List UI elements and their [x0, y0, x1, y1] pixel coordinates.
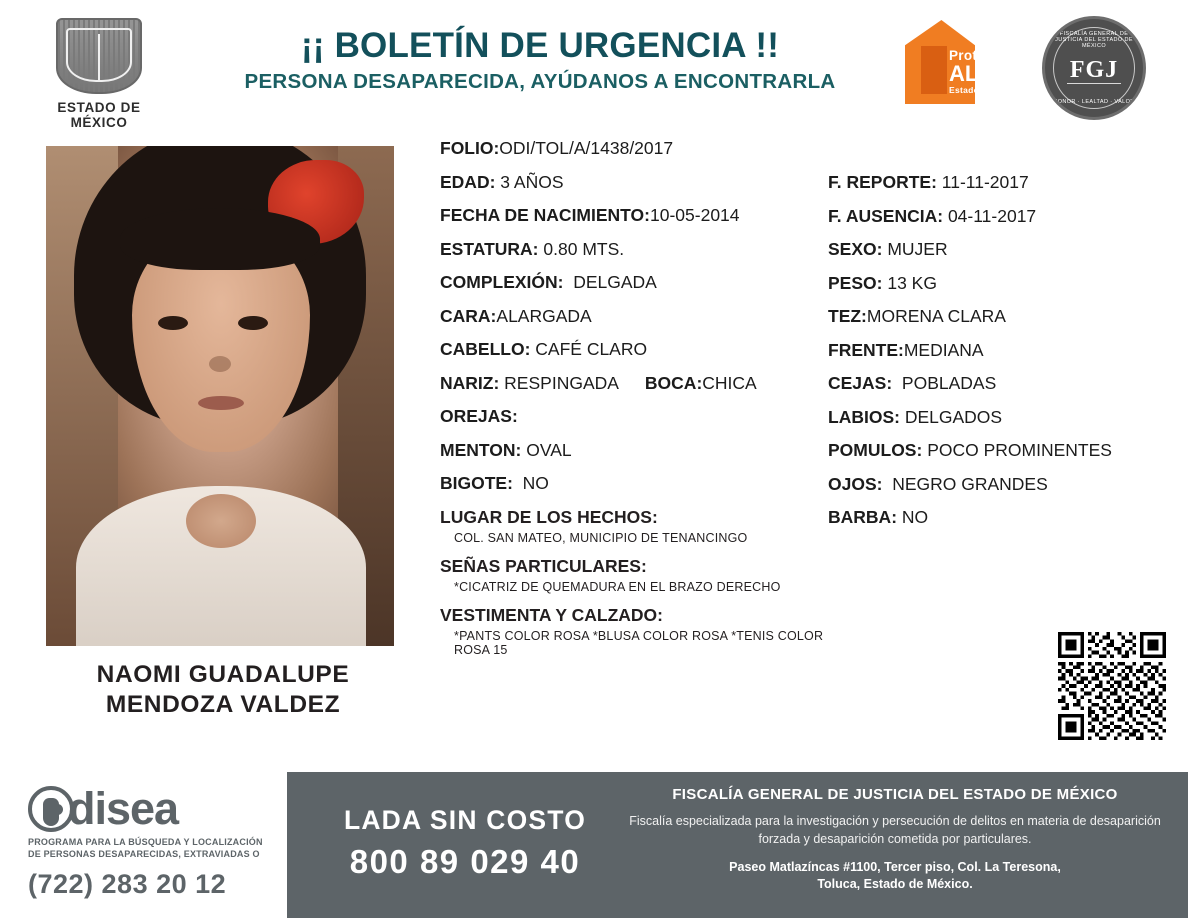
field-fecha-nacimiento-value: 10-05-2014 [650, 205, 740, 225]
field-boca-label: BOCA: [644, 372, 703, 393]
field-folio [440, 138, 830, 159]
field-bigote-label: BIGOTE: [440, 473, 513, 493]
field-pomulos-value: POCO PROMINENTES [927, 440, 1112, 460]
odisea-phone[interactable]: (722) 283 20 12 [28, 869, 227, 899]
field-cejas-label: CEJAS: [828, 373, 893, 393]
field-fecha-nacimiento-label: FECHA DE NACIMIENTO: [440, 205, 650, 225]
field-menton-label: MENTON: [440, 439, 522, 460]
odisea-logo-block [28, 783, 278, 900]
field-peso-label: PESO: [828, 272, 883, 293]
field-frente-label: FRENTE: [828, 339, 904, 360]
field-cara [440, 306, 830, 327]
field-complexion [440, 272, 830, 293]
odisea-person-icon [28, 786, 74, 832]
lada-block [320, 805, 610, 881]
fgj-divider [1067, 83, 1121, 84]
block-senas-title: SEÑAS PARTICULARES: [440, 555, 647, 576]
photo-shirt [76, 486, 366, 646]
field-edad [440, 172, 830, 193]
field-nariz-value: RESPINGADA [504, 372, 619, 393]
fiscalia-title: FISCALÍA GENERAL DE JUSTICIA DEL ESTADO DE MÉXICO [672, 786, 1118, 803]
field-cabello-label: CABELLO: [440, 339, 531, 359]
fgj-top-text: FISCALÍA GENERAL DE JUSTICIA DEL ESTADO DE MÉXICO [1055, 31, 1133, 49]
photo-eye-left [158, 316, 188, 330]
field-labios-value: DELGADOS [904, 406, 1003, 427]
field-nariz-boca [440, 373, 830, 394]
field-frente [828, 340, 1168, 361]
field-bigote-value: NO [522, 473, 549, 493]
field-tez-value: MORENA CLARA [866, 306, 1006, 326]
field-cejas-value: POBLADAS [901, 373, 997, 393]
victim-photo [46, 146, 394, 646]
field-cabello-value: CAFÉ CLARO [535, 339, 648, 359]
state-crest-label: ESTADO DE MÉXICO [57, 100, 141, 130]
details-right-column [828, 172, 1168, 541]
field-pomulos [828, 440, 1168, 461]
field-barba-value: NO [901, 507, 929, 527]
field-cara-value: ALARGADA [496, 305, 592, 326]
alba-line1: Protocolo [949, 48, 1015, 63]
title-main: ¡¡ BOLETÍN DE URGENCIA !! [300, 26, 780, 65]
block-vestimenta-title: VESTIMENTA Y CALZADO: [440, 604, 663, 625]
odisea-subtitle-line2: DE PERSONAS DESAPARECIDAS, EXTRAVIADAS O [28, 849, 260, 859]
odisea-wordmark [28, 783, 278, 834]
field-orejas-label: OREJAS: [440, 406, 518, 426]
fiscalia-description: Fiscalía especializada para la investigación y persecución de delitos en materia de desaparición forzada y desaparición cometida por particulares. [629, 814, 1161, 846]
photo-nose [209, 356, 231, 372]
victim-name-line2: MENDOZA VALDEZ [105, 691, 341, 718]
field-labios [828, 407, 1168, 428]
block-vestimenta-body: *PANTS COLOR ROSA *BLUSA COLOR ROSA *TENIS COLOR ROSA 15 [454, 628, 824, 657]
photo-bangs [120, 208, 320, 270]
state-crest [34, 18, 164, 130]
fiscalia-address-line1: Paseo Matlazíncas #1100, Tercer piso, Col. La Teresona, [729, 860, 1061, 874]
block-lugar-body: COL. SAN MATEO, MUNICIPIO DE TENANCINGO [454, 530, 748, 545]
alba-text [949, 48, 1039, 95]
odisea-word: disea [68, 783, 179, 834]
field-orejas [440, 406, 830, 427]
field-bigote [440, 473, 830, 494]
field-edad-value: 3 AÑOS [500, 171, 564, 192]
field-estatura-value: 0.80 MTS. [543, 238, 625, 259]
protocolo-alba-logo [905, 18, 1035, 118]
photo-mouth [198, 396, 244, 410]
field-labios-label: LABIOS: [828, 406, 900, 427]
field-folio-value: ODI/TOL/A/1438/2017 [499, 138, 674, 158]
fiscalia-address-line2: Toluca, Estado de México. [817, 877, 973, 891]
field-cabello [440, 339, 830, 360]
field-complexion-label: COMPLEXIÓN: [440, 272, 564, 292]
block-lugar-title: LUGAR DE LOS HECHOS: [440, 506, 658, 527]
field-tez [828, 306, 1168, 327]
field-barba [828, 507, 1168, 528]
odisea-subtitle [28, 836, 278, 860]
field-pomulos-label: POMULOS: [828, 440, 923, 460]
field-barba-label: BARBA: [828, 507, 898, 527]
field-estatura [440, 239, 830, 260]
fiscalia-block [615, 786, 1175, 893]
field-folio-label: FOLIO: [440, 138, 500, 158]
field-estatura-label: ESTATURA: [440, 238, 539, 259]
title-subtitle: PERSONA DESAPARECIDA, AYÚDANOS A ENCONTRARLA [244, 70, 836, 93]
odisea-subtitle-line1: PROGRAMA PARA LA BÚSQUEDA Y LOCALIZACIÓN [28, 837, 263, 847]
field-tez-label: TEZ: [828, 306, 867, 326]
fiscalia-address [615, 859, 1175, 893]
alba-line2: ALBA [949, 61, 1011, 86]
details-left-column [440, 138, 830, 668]
state-crest-icon [56, 18, 142, 94]
field-cejas [828, 373, 1168, 394]
field-f-reporte-label: F. REPORTE: [828, 172, 937, 192]
lada-label: LADA SIN COSTO [343, 805, 587, 835]
header [0, 0, 1188, 128]
fgj-word: FGJ [1069, 57, 1119, 83]
photo-eye-right [238, 316, 268, 330]
field-boca-value: CHICA [702, 372, 757, 393]
page-title [180, 26, 900, 94]
field-edad-label: EDAD: [440, 171, 496, 192]
field-complexion-value: DELGADA [573, 272, 657, 292]
field-ojos [828, 474, 1168, 495]
field-menton-value: OVAL [526, 439, 572, 460]
field-fecha-nacimiento [440, 205, 830, 226]
alba-line3: Estado de México [949, 85, 1026, 95]
victim-name-line1: NAOMI GUADALUPE [96, 661, 350, 688]
qr-code[interactable] [1058, 632, 1166, 740]
field-menton [440, 440, 830, 461]
field-f-ausencia-label: F. AUSENCIA: [828, 205, 944, 226]
lada-number[interactable]: 800 89 029 40 [349, 843, 581, 880]
field-f-reporte [828, 172, 1168, 193]
field-ojos-label: OJOS: [828, 473, 883, 494]
field-nariz-label: NARIZ: [440, 372, 500, 393]
block-senas-body: *CICATRIZ DE QUEMADURA EN EL BRAZO DERECHO [454, 579, 781, 594]
field-f-ausencia [828, 206, 1168, 227]
field-sexo [828, 239, 1168, 260]
field-sexo-value: MUJER [887, 239, 948, 259]
field-sexo-label: SEXO: [828, 239, 883, 259]
field-cara-label: CARA: [440, 305, 497, 326]
field-f-ausencia-value: 04-11-2017 [947, 205, 1037, 226]
fgj-logo [1042, 16, 1146, 120]
field-ojos-value: NEGRO GRANDES [892, 473, 1048, 494]
field-frente-value: MEDIANA [903, 339, 984, 360]
field-peso [828, 273, 1168, 294]
field-f-reporte-value: 11-11-2017 [941, 172, 1029, 192]
victim-name [40, 660, 406, 720]
fgj-bottom-text: HONOR · LEALTAD · VALOR [1053, 99, 1135, 105]
field-peso-value: 13 KG [887, 272, 937, 293]
